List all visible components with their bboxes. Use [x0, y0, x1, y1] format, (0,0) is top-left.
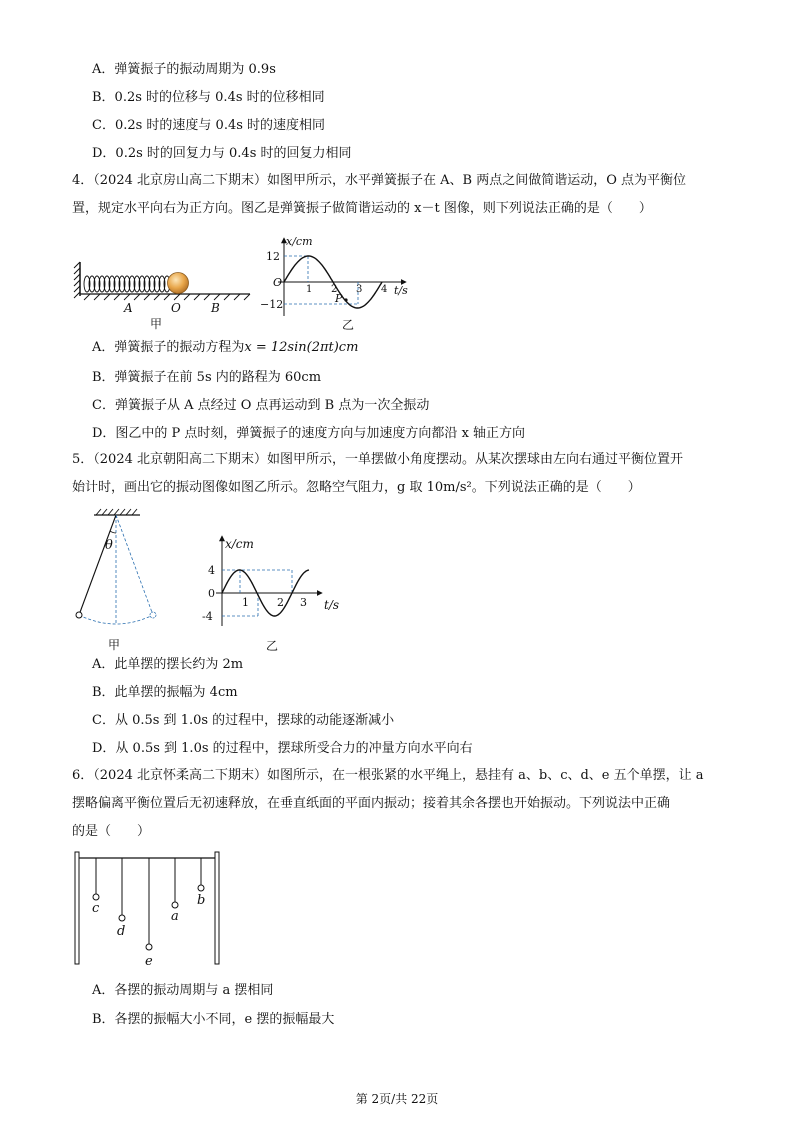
pendulum-bob-ghost-icon — [150, 612, 156, 618]
q3-option-d: D．0.2s 时的回复力与 0.4s 时的回复力相同 — [92, 146, 352, 161]
q4-point-p-label: P — [335, 292, 343, 305]
spring-icon — [84, 276, 170, 292]
q4-figure-spring-oscillator — [70, 258, 260, 330]
q4-x-tick-2: 2 — [331, 284, 338, 295]
q5-figure-pendulum — [70, 505, 170, 655]
q4-x-tick-3: 3 — [356, 284, 363, 295]
q3-option-a: A．弹簧振子的振动周期为 0.9s — [92, 62, 276, 77]
pendulum-d-bob-icon — [119, 915, 125, 921]
q6-option-a: A．各摆的振动周期与 a 摆相同 — [92, 983, 274, 998]
pendulum-b-bob-icon — [198, 885, 204, 891]
q4-caption-yi: 乙 — [342, 318, 355, 332]
q6-label-b: b — [197, 893, 206, 908]
q6-label-a: a — [171, 909, 179, 924]
q4-y-tick-12: 12 — [266, 250, 280, 263]
q4-origin-label: O — [273, 276, 283, 289]
oscillator-ball-icon — [168, 273, 189, 294]
q6-stem-line3: 的是（ ） — [72, 824, 151, 839]
q4-x-tick-4: 4 — [381, 284, 388, 295]
q6-option-b: B．各摆的振幅大小不同，e 摆的振幅最大 — [92, 1012, 335, 1027]
q4-y-axis-label: x/cm — [286, 235, 313, 248]
q6-stem-line1: 6．（2024 北京怀柔高二下期末）如图所示，在一根张紧的水平绳上，悬挂有 a、b、c、d、e 五个单摆，让 a — [72, 768, 704, 783]
q4-stem-line2: 置，规定水平向右为正方向。图乙是弹簧振子做简谐运动的 x－t 图像，则下列说法正确的是（ ） — [72, 201, 652, 216]
q3-option-c: C．0.2s 时的速度与 0.4s 时的速度相同 — [92, 118, 326, 133]
q4-stem-line1: 4．（2024 北京房山高二下期末）如图甲所示，水平弹簧振子在 A、B 两点之间做简谐运动，O 点为平衡位 — [72, 173, 686, 188]
pendulum-c-bob-icon — [93, 894, 99, 900]
q4-option-b: B．弹簧振子在前 5s 内的路程为 60cm — [92, 370, 322, 385]
pendulum-e-bob-icon — [146, 944, 152, 950]
q5-stem-line1: 5．（2024 北京朝阳高二下期末）如图甲所示，一单摆做小角度摆动。从某次摆球由左向右通过平衡位置开 — [72, 452, 683, 467]
q5-x-tick-2: 2 — [277, 596, 284, 609]
q4-point-p — [344, 298, 347, 301]
q5-y-tick-minus4: -4 — [202, 610, 213, 623]
q5-x-tick-3: 3 — [300, 596, 307, 609]
q4-y-tick-minus12: −12 — [260, 298, 284, 311]
q5-option-b: B．此单摆的振幅为 4cm — [92, 685, 238, 700]
q5-x-tick-1: 1 — [242, 596, 249, 609]
pendulum-bob-icon — [76, 612, 82, 618]
q4-option-d: D．图乙中的 P 点时刻，弹簧振子的速度方向与加速度方向都沿 x 轴正方向 — [92, 426, 526, 441]
q4-label-a: A — [124, 301, 133, 315]
q5-option-a: A．此单摆的摆长约为 2m — [92, 657, 244, 672]
q6-stem-line2: 摆略偏离平衡位置后无初速释放，在垂直纸面的平面内振动；接着其余各摆也开始振动。下列说法中正确 — [72, 796, 671, 811]
q4-option-c: C．弹簧振子从 A 点经过 O 点再运动到 B 点为一次全振动 — [92, 398, 430, 413]
q5-theta-label: θ — [105, 538, 113, 553]
q4-x-axis-label: t/s — [394, 284, 408, 297]
q4-figure-xt-graph — [252, 232, 432, 332]
pendulum-a-bob-icon — [172, 902, 178, 908]
q4-caption-jia: 甲 — [150, 317, 163, 330]
q4-option-a — [92, 338, 358, 358]
q4-option-a-text: A．弹簧振子的振动方程为 — [92, 340, 245, 355]
q5-origin-label: 0 — [208, 587, 215, 600]
q5-y-axis-label: x/cm — [225, 537, 254, 551]
q5-stem-line2: 始计时，画出它的振动图像如图乙所示。忽略空气阻力，g 取 10m/s²。下列说法正确的是（ ） — [72, 480, 641, 495]
q5-option-c: C．从 0.5s 到 1.0s 的过程中，摆球的动能逐渐减小 — [92, 713, 395, 728]
q5-figure-xt-graph — [196, 530, 356, 655]
q4-option-a-equation: x = 12sin(2πt)cm — [244, 340, 359, 355]
q6-label-c: c — [92, 901, 100, 916]
q6-label-e: e — [145, 954, 153, 969]
q5-option-d: D．从 0.5s 到 1.0s 的过程中，摆球所受合力的冲量方向水平向右 — [92, 741, 473, 756]
q5-x-axis-label: t/s — [324, 598, 340, 612]
q5-y-tick-4: 4 — [208, 564, 215, 577]
q5-caption-jia: 甲 — [108, 638, 121, 652]
q4-label-o: O — [171, 301, 181, 315]
q4-x-tick-1: 1 — [306, 284, 313, 295]
q4-label-b: B — [211, 301, 220, 315]
q3-option-b: B．0.2s 时的位移与 0.4s 时的位移相同 — [92, 90, 325, 105]
page-footer: 第 2页/共 22页 — [355, 1092, 439, 1106]
q6-figure-pendulums — [70, 848, 230, 973]
q6-label-d: d — [117, 924, 126, 939]
q5-caption-yi: 乙 — [266, 639, 279, 653]
